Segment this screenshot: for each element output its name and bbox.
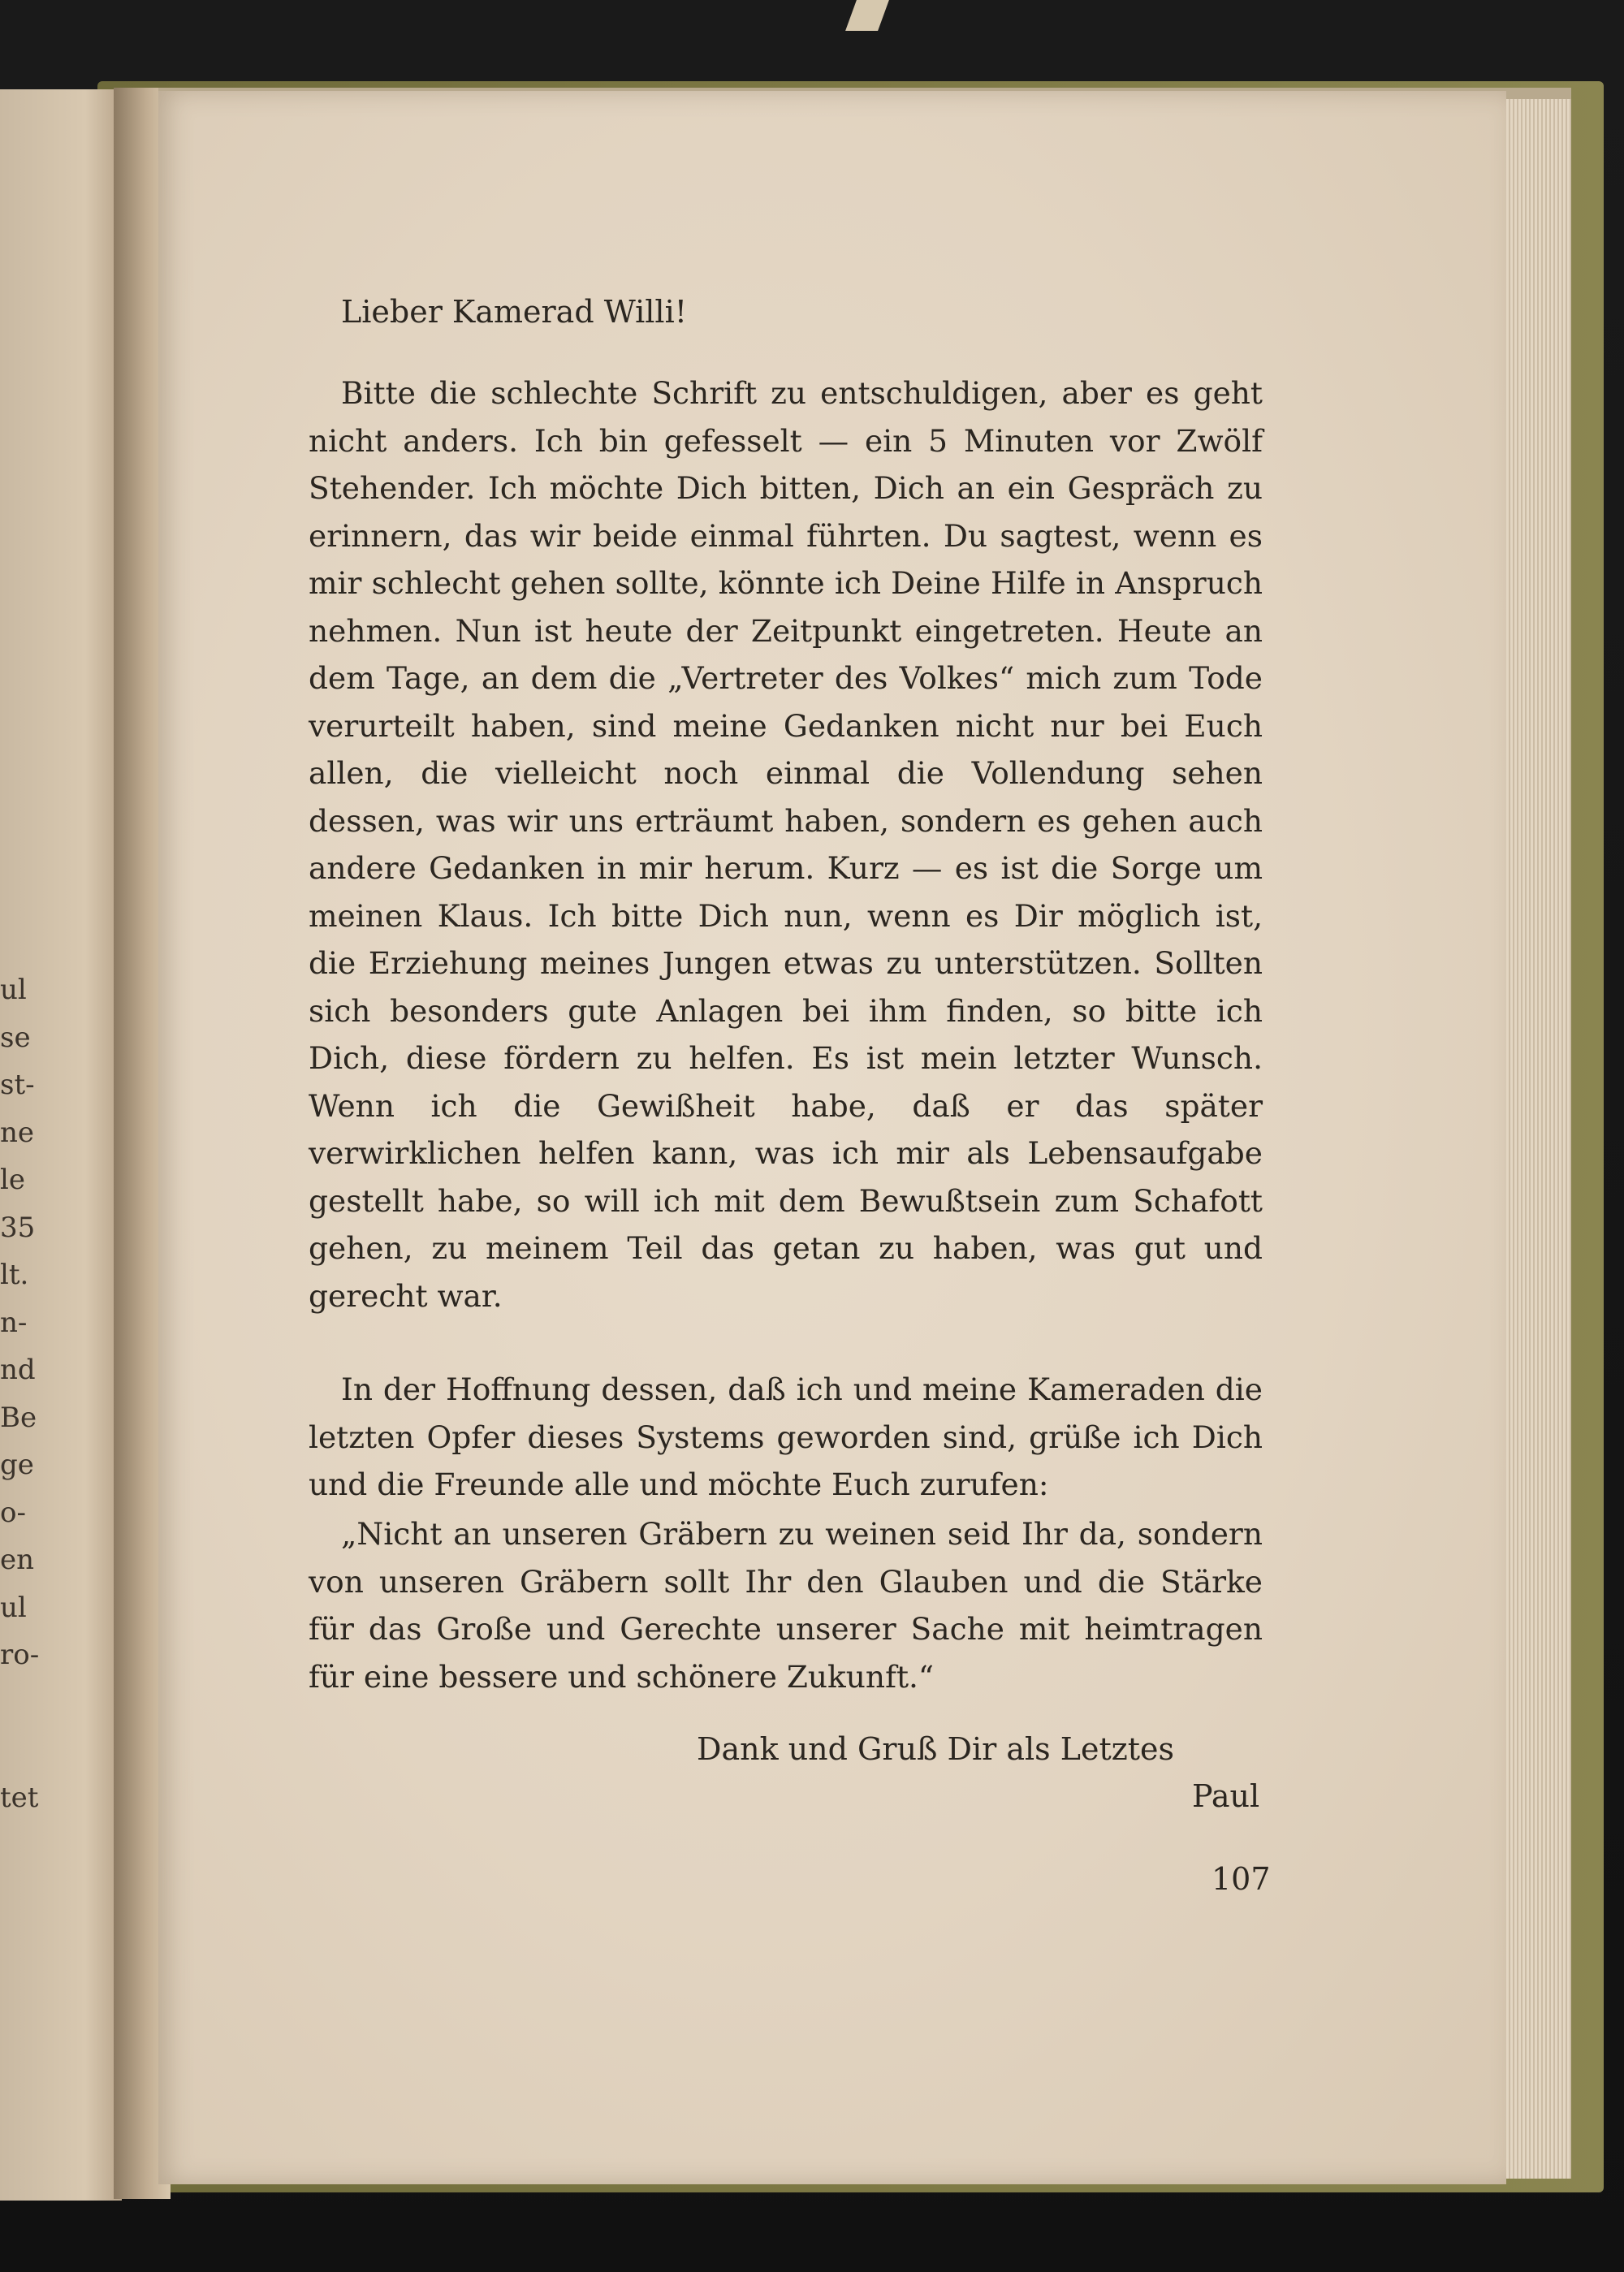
letter-paragraph-3: „Nicht an unseren Gräbern zu weinen seid Ihr da, sondern von unseren Gräbern sollt Ihr den Glauben und die Stärke für das Große und Gerechte unserer Sache mit heimtragen für eine bessere und schönere Zukunft.“	[309, 1516, 1263, 1695]
letter-paragraph-1: Bitte die schlechte Schrift zu entschuldigen, aber es geht nicht anders. Ich bin gefesselt — ein 5 Minuten vor Zwölf Stehender. Ich möchte Dich bitten, Dich an ein Gespräch zu erinnern, das wir beide einmal führten. Du sagtest, wenn es mir schlecht gehen sollte, könnte ich Deine Hilfe in Anspruch nehmen. Nun ist heute der Zeitpunkt eingetreten. Heute an dem Tage, an dem die „Vertreter des Volkes“ mich zum Tode verurteilt haben, sind meine Gedanken nicht nur bei Euch allen, die vielleicht noch einmal die Vollendung sehen dessen, was wir uns erträumt haben, sondern es gehen auch andere Gedanken in mir herum. Kurz — es ist die Sorge um meinen Klaus. Ich bitte Dich nun, wenn es Dir möglich ist, die Erziehung meines Jungen etwas zu unterstützen. Sollten sich besonders gute Anlagen bei ihm finden, so bitte ich Dich, diese fördern zu helfen. Es ist mein letzter Wunsch. Wenn ich die Gewißheit habe, daß er das später verwirklichen helfen kann, was ich mir als Lebensaufgabe gestellt habe, so will ich mit dem Bewußtsein zum Schafott gehen, zu meinem Teil das getan zu haben, was gut und gerecht war.	[309, 375, 1263, 1314]
left-fragment: ul	[0, 974, 27, 1006]
left-fragment: ge	[0, 1449, 34, 1481]
left-fragment	[0, 1726, 32, 1774]
left-fragment: ne	[0, 1116, 35, 1149]
left-fragment: lt.	[0, 1259, 29, 1291]
left-fragment: en	[0, 1544, 35, 1576]
letter-closing: Dank und Gruß Dir als Letztes	[697, 1731, 1175, 1767]
left-fragment: 35	[0, 1211, 36, 1244]
left-fragment: nd	[0, 1354, 36, 1386]
letter-salutation: Lieber Kamerad Willi!	[341, 294, 687, 330]
page-number: 107	[1212, 1861, 1271, 1897]
left-fragment: n-	[0, 1306, 28, 1339]
left-fragment: o-	[0, 1496, 26, 1529]
left-fragment: st-	[0, 1069, 35, 1101]
left-page-text-fragments	[0, 966, 40, 1821]
left-fragment: le	[0, 1164, 25, 1196]
left-fragment: se	[0, 1021, 31, 1054]
left-fragment: ro-	[0, 1639, 40, 1671]
left-fragment: ul	[0, 1591, 27, 1624]
left-fragment	[0, 1679, 32, 1727]
left-fragment: tet	[0, 1781, 39, 1814]
left-fragment: Be	[0, 1401, 37, 1434]
letter-signature: Paul	[1192, 1778, 1260, 1814]
letter-paragraph-2: In der Hoffnung dessen, daß ich und meine Kameraden die letzten Opfer dieses Systems geworden sind, grüße ich Dich und die Freunde alle und möchte Euch zurufen:	[309, 1371, 1263, 1502]
